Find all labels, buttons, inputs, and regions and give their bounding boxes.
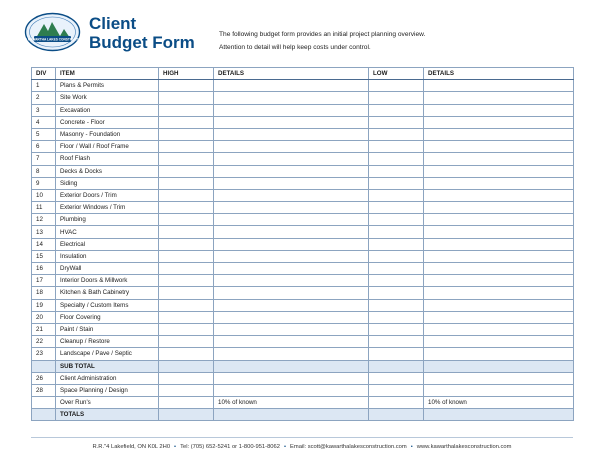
low-details-input[interactable] [424,189,574,201]
high-input[interactable] [159,372,214,384]
div-cell: 1 [32,80,56,92]
high-details-input[interactable] [214,311,369,323]
low-input[interactable] [369,104,424,116]
table-row [32,104,574,116]
high-input[interactable] [159,141,214,153]
title-line-1: Client [89,14,137,33]
footer-divider [31,437,573,438]
table-row [32,250,574,262]
table-row [32,238,574,250]
div-cell: 19 [32,299,56,311]
high-details-input[interactable] [214,409,369,421]
item-cell: Over Run's [56,397,159,409]
low-input[interactable] [369,323,424,335]
item-cell: Exterior Doors / Trim [56,189,159,201]
low-details-input[interactable] [424,336,574,348]
high-input[interactable] [159,409,214,421]
item-cell: Masonry - Foundation [56,128,159,140]
high-details-input[interactable] [214,275,369,287]
low-input[interactable] [369,311,424,323]
footer: R.R."4 Lakefield, ON K0L 2H0 • Tel: (705) 652-5241 or 1-800-951-8062 • Email: scott@kawarthalakesconstruction.com • www.kawarthalakesconstruction.com [92,444,512,450]
item-cell: Roof Flash [56,153,159,165]
table-row [32,323,574,335]
item-cell: Kitchen & Bath Cabinetry [56,287,159,299]
high-input[interactable] [159,92,214,104]
low-details-input[interactable] [424,165,574,177]
high-details-input[interactable] [214,202,369,214]
low-details-input[interactable] [424,275,574,287]
high-input[interactable] [159,348,214,360]
table-row [32,275,574,287]
low-details-input[interactable] [424,177,574,189]
item-cell: Plumbing [56,214,159,226]
low-details-input[interactable] [424,128,574,140]
low-details-input[interactable] [424,116,574,128]
div-cell: 15 [32,250,56,262]
low-details-input[interactable] [424,202,574,214]
subtotal-row-label: SUB TOTAL [56,360,159,372]
low-details-input[interactable] [424,141,574,153]
high-details-input[interactable] [214,238,369,250]
table-row [32,189,574,201]
div-cell: 26 [32,372,56,384]
table-row [32,263,574,275]
high-input[interactable] [159,226,214,238]
low-input[interactable] [369,336,424,348]
low-input[interactable] [369,80,424,92]
high-input[interactable] [159,250,214,262]
low-details-input[interactable] [424,384,574,396]
high-details-input[interactable] [214,104,369,116]
item-cell: DryWall [56,263,159,275]
column-header: DETAILS [214,68,369,80]
high-details-input[interactable] [214,336,369,348]
low-input[interactable] [369,165,424,177]
high-input[interactable] [159,384,214,396]
table-row [32,80,574,92]
low-details-input[interactable] [424,287,574,299]
low-input[interactable] [369,153,424,165]
div-cell: 18 [32,287,56,299]
table-row [32,287,574,299]
low-input[interactable] [369,397,424,409]
div-cell: 7 [32,153,56,165]
item-cell: Client Administration [56,372,159,384]
table-row [32,128,574,140]
high-details-input[interactable] [214,165,369,177]
low-input[interactable] [369,177,424,189]
high-details-input[interactable] [214,323,369,335]
high-input[interactable] [159,104,214,116]
low-details-input[interactable] [424,238,574,250]
div-cell: 22 [32,336,56,348]
high-details-input[interactable] [214,250,369,262]
low-details-input[interactable] [424,299,574,311]
low-input[interactable] [369,128,424,140]
high-details-input[interactable] [214,128,369,140]
low-input[interactable] [369,263,424,275]
high-details-input[interactable] [214,92,369,104]
high-details-input[interactable] [214,226,369,238]
low-details-input[interactable] [424,250,574,262]
column-header: HIGH [159,68,214,80]
item-cell: Cleanup / Restore [56,336,159,348]
item-cell: Interior Doors & Millwork [56,275,159,287]
low-details-input[interactable] [424,360,574,372]
low-input[interactable] [369,348,424,360]
div-cell: 20 [32,311,56,323]
high-input[interactable] [159,275,214,287]
div-cell: 5 [32,128,56,140]
footer-email: Email: scott@kawarthalakesconstruction.com [290,444,407,450]
low-input[interactable] [369,384,424,396]
table-row [32,165,574,177]
table-row [32,177,574,189]
low-input[interactable] [369,360,424,372]
div-cell: 16 [32,263,56,275]
item-cell: Insulation [56,250,159,262]
table-row [32,202,574,214]
item-cell: Space Planning / Design [56,384,159,396]
div-cell [32,397,56,409]
high-details-input[interactable]: 10% of known [214,397,369,409]
item-cell: Plans & Permits [56,80,159,92]
company-logo [20,12,85,52]
subtotal-row [32,360,574,372]
div-cell: 9 [32,177,56,189]
high-input[interactable] [159,263,214,275]
div-cell: 3 [32,104,56,116]
table-row [32,372,574,384]
low-input[interactable] [369,287,424,299]
high-details-input[interactable] [214,372,369,384]
high-input[interactable] [159,165,214,177]
div-cell: 12 [32,214,56,226]
high-details-input[interactable] [214,263,369,275]
high-input[interactable] [159,287,214,299]
budget-table [31,67,574,421]
high-details-input[interactable] [214,348,369,360]
low-details-input[interactable] [424,372,574,384]
high-details-input[interactable] [214,384,369,396]
high-details-input[interactable] [214,116,369,128]
div-cell: 28 [32,384,56,396]
table-header-row [32,68,574,80]
high-input[interactable] [159,336,214,348]
intro-text [219,28,425,54]
low-input[interactable] [369,202,424,214]
low-input[interactable] [369,116,424,128]
high-input[interactable] [159,214,214,226]
item-cell: Paint / Stain [56,323,159,335]
page-title [89,14,195,52]
low-details-input[interactable] [424,104,574,116]
item-cell: Floor Covering [56,311,159,323]
footer-phone: Tel: (705) 652-5241 or 1-800-951-8062 [180,444,280,450]
low-input[interactable] [369,226,424,238]
div-cell: 21 [32,323,56,335]
high-input[interactable] [159,128,214,140]
low-details-input[interactable] [424,92,574,104]
div-cell [32,360,56,372]
div-cell: 11 [32,202,56,214]
low-details-input[interactable] [424,263,574,275]
high-details-input[interactable] [214,80,369,92]
item-cell: Floor / Wall / Roof Frame [56,141,159,153]
high-details-input[interactable] [214,153,369,165]
high-details-input[interactable] [214,360,369,372]
high-input[interactable] [159,238,214,250]
div-cell [32,409,56,421]
low-details-input[interactable] [424,409,574,421]
item-cell: Decks & Docks [56,165,159,177]
item-cell: Siding [56,177,159,189]
high-input[interactable] [159,360,214,372]
item-cell: Site Work [56,92,159,104]
high-details-input[interactable] [214,299,369,311]
item-cell: Electrical [56,238,159,250]
high-details-input[interactable] [214,189,369,201]
div-cell: 2 [32,92,56,104]
logo-text: THE KAWARTHA LAKES CONSTRUCTION [20,37,85,42]
column-header: ITEM [56,68,159,80]
intro-line-1: The following budget form provides an initial project planning overview. [219,31,426,38]
column-header: DIV [32,68,56,80]
table-row [32,311,574,323]
high-details-input[interactable] [214,214,369,226]
item-cell: Excavation [56,104,159,116]
div-cell: 14 [32,238,56,250]
table-row [32,214,574,226]
low-details-input[interactable] [424,153,574,165]
high-input[interactable] [159,177,214,189]
low-input[interactable] [369,409,424,421]
column-header: DETAILS [424,68,574,80]
table-row [32,397,574,409]
table-row [32,336,574,348]
high-details-input[interactable] [214,287,369,299]
div-cell: 13 [32,226,56,238]
high-details-input[interactable] [214,141,369,153]
low-details-input[interactable] [424,214,574,226]
div-cell: 8 [32,165,56,177]
low-input[interactable] [369,214,424,226]
div-cell: 10 [32,189,56,201]
low-details-input[interactable] [424,311,574,323]
table-row [32,348,574,360]
table-row [32,299,574,311]
low-input[interactable] [369,275,424,287]
low-input[interactable] [369,189,424,201]
high-input[interactable] [159,299,214,311]
high-input[interactable] [159,311,214,323]
high-input[interactable] [159,397,214,409]
div-cell: 6 [32,141,56,153]
low-input[interactable] [369,372,424,384]
intro-line-2: Attention to detail will help keep costs under control. [219,44,371,51]
item-cell: Exterior Windows / Trim [56,202,159,214]
div-cell: 4 [32,116,56,128]
low-input[interactable] [369,250,424,262]
div-cell: 17 [32,275,56,287]
low-details-input[interactable] [424,226,574,238]
table-row [32,116,574,128]
table-row [32,141,574,153]
high-details-input[interactable] [214,177,369,189]
low-input[interactable] [369,141,424,153]
item-cell: Specialty / Custom Items [56,299,159,311]
high-input[interactable] [159,323,214,335]
totals-row [32,409,574,421]
low-input[interactable] [369,299,424,311]
footer-web: www.kawarthalakesconstruction.com [416,444,512,450]
high-input[interactable] [159,202,214,214]
item-cell: HVAC [56,226,159,238]
title-line-2: Budget Form [89,33,195,52]
low-details-input[interactable] [424,348,574,360]
high-input[interactable] [159,80,214,92]
low-input[interactable] [369,238,424,250]
table-row [32,92,574,104]
high-input[interactable] [159,116,214,128]
item-cell: Concrete - Floor [56,116,159,128]
low-input[interactable] [369,92,424,104]
table-row [32,153,574,165]
table-body [32,80,574,421]
div-cell: 23 [32,348,56,360]
totals-row-label: TOTALS [56,409,159,421]
table-row [32,384,574,396]
footer-address: R.R."4 Lakefield, ON K0L 2H0 [92,444,171,450]
high-input[interactable] [159,189,214,201]
item-cell: Landscape / Pave / Septic [56,348,159,360]
low-details-input[interactable]: 10% of known [424,397,574,409]
column-header: LOW [369,68,424,80]
table-row [32,226,574,238]
high-input[interactable] [159,153,214,165]
low-details-input[interactable] [424,80,574,92]
low-details-input[interactable] [424,323,574,335]
